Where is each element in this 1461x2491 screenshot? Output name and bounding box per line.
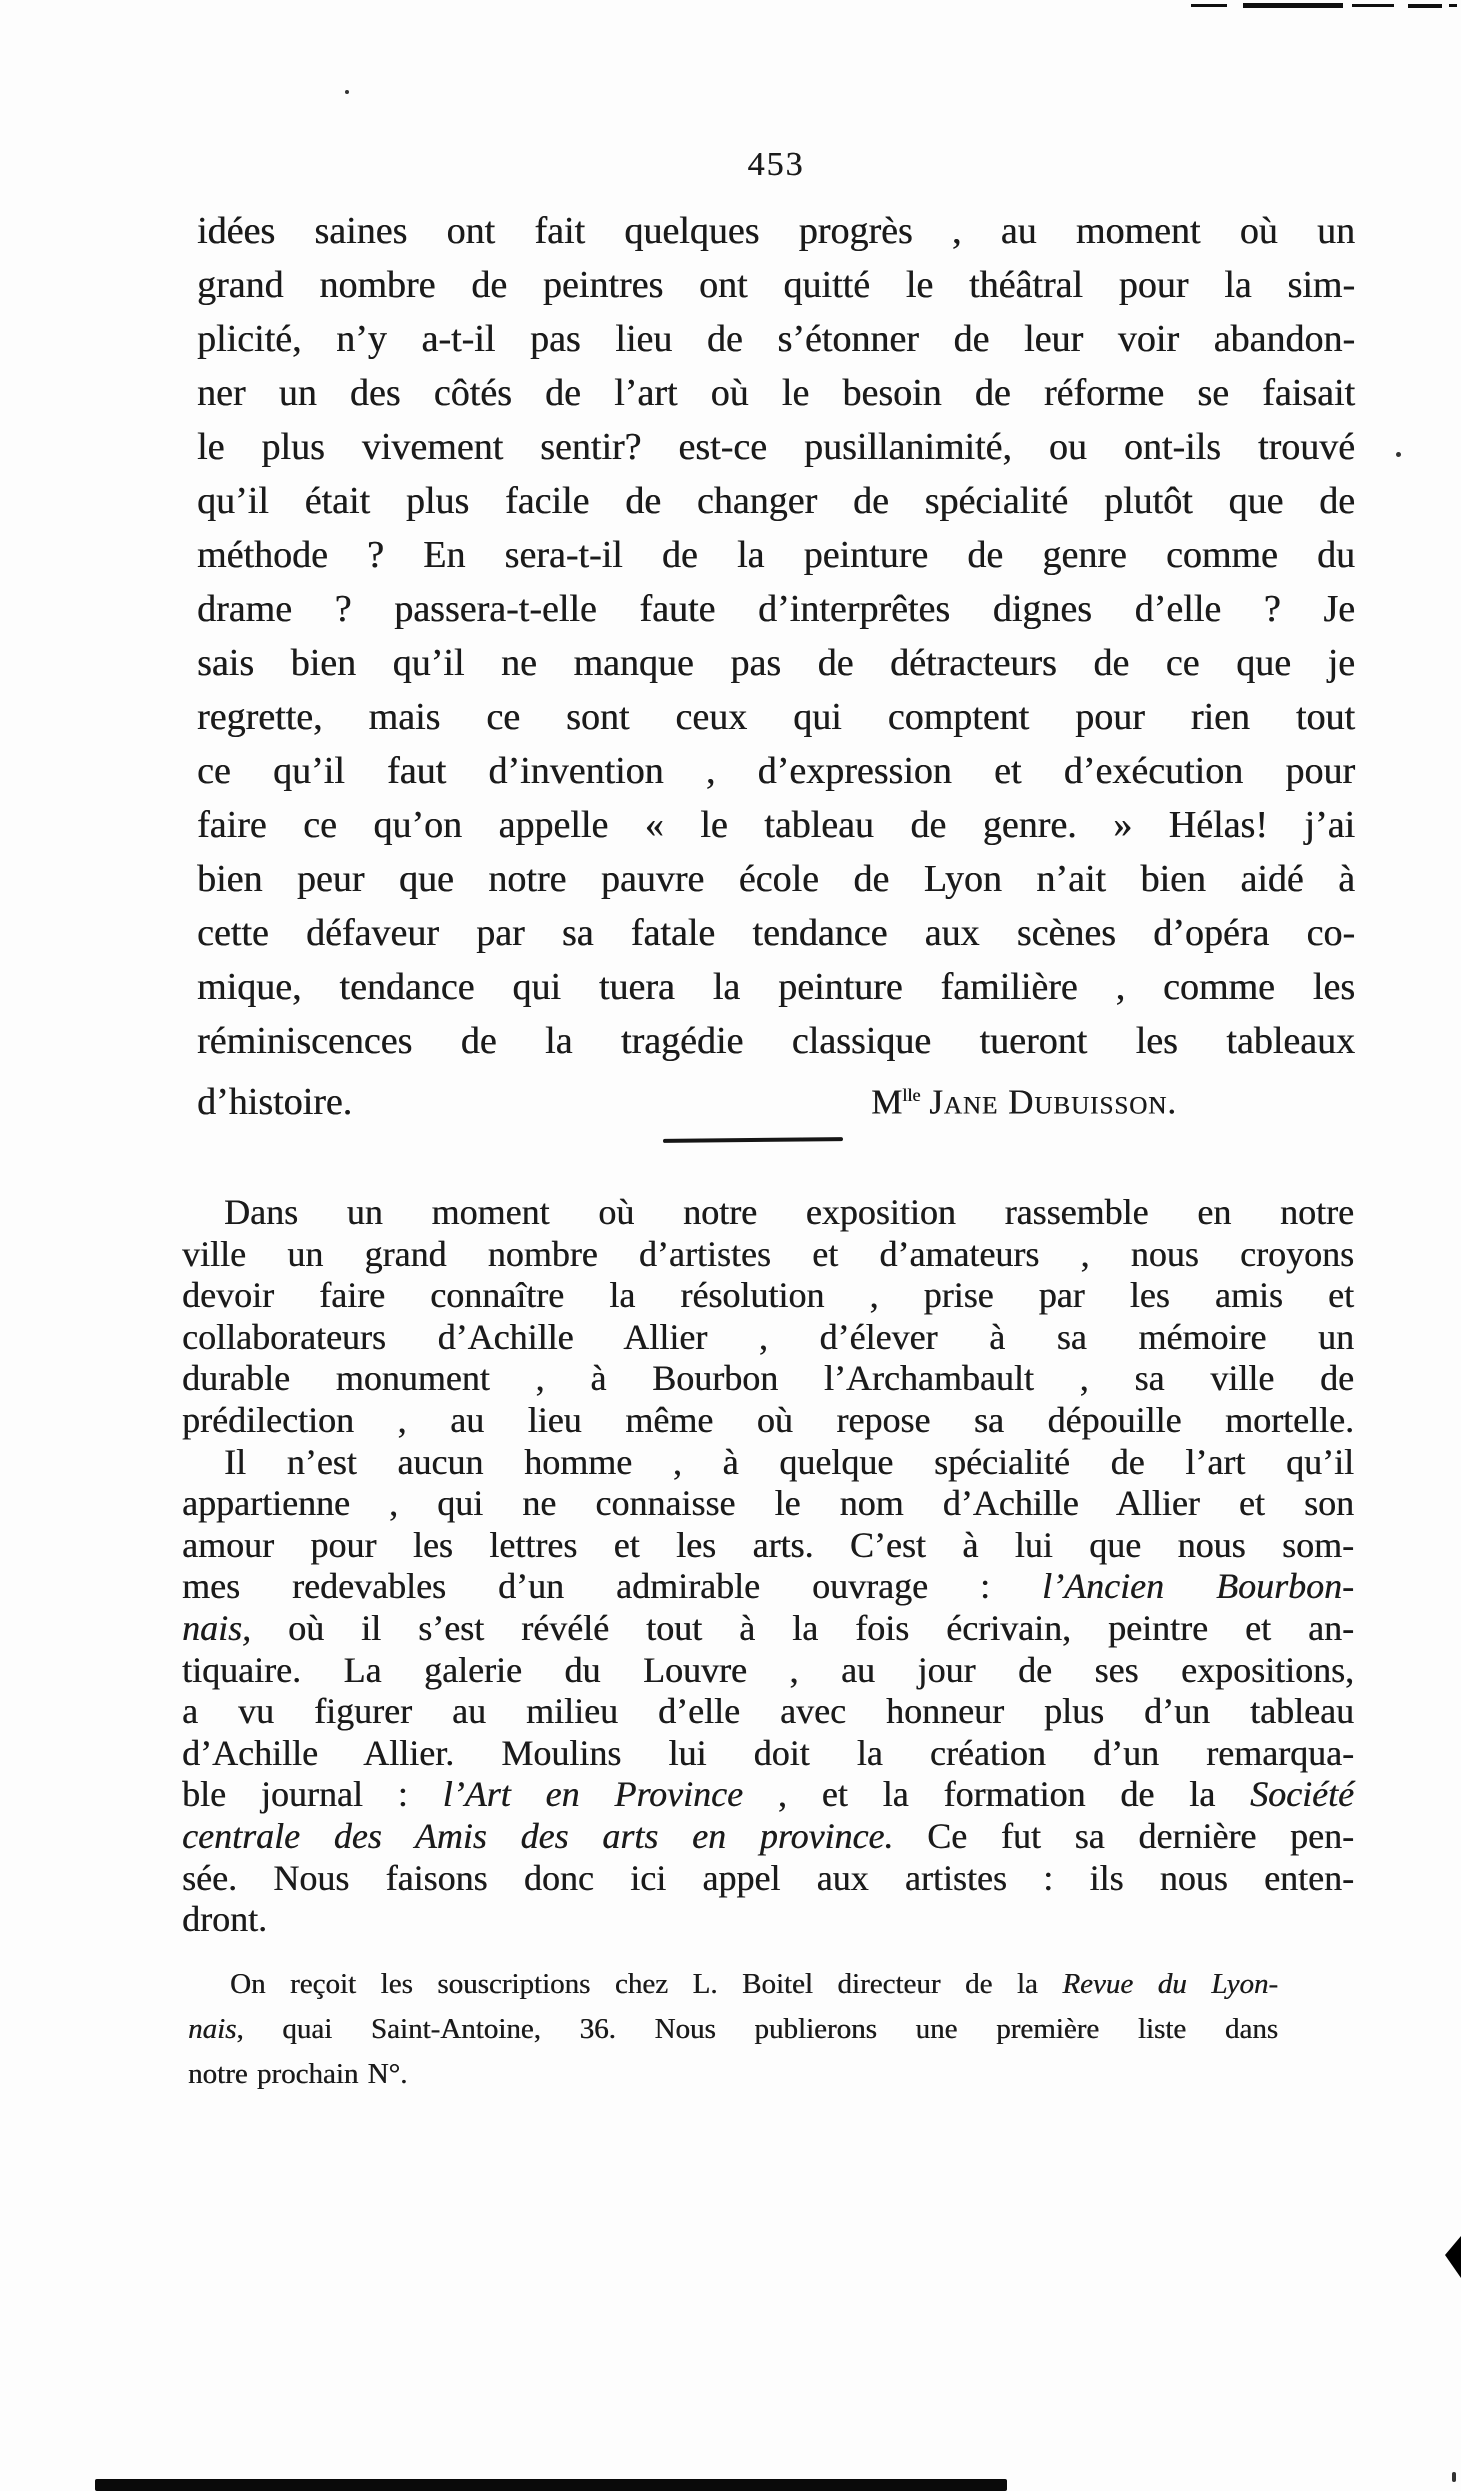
text-line: [182, 1442, 1354, 1484]
italic-text: centrale des Amis des arts en province.: [182, 1815, 894, 1856]
italic-text: Société: [1250, 1774, 1354, 1815]
announcement-paragraphs: [182, 1192, 1354, 1941]
body-text: collaborateurs d’Achille Allier , d’élever à sa mémoire un: [182, 1316, 1354, 1357]
body-text: , quai Saint-Antoine, 36. Nous publierons une première liste dans: [236, 2013, 1278, 2045]
body-text: durable monument , à Bourbon l’Archambault , sa ville de: [182, 1358, 1354, 1399]
body-text: amour pour les lettres et les arts. C’est à lui que nous som-: [182, 1524, 1354, 1565]
text-line: [197, 420, 1355, 474]
body-text: On reçoit les souscriptions chez L. Boitel directeur de la: [230, 1968, 1063, 2000]
body-text: ce qu’il faut d’invention , d’expression et d’exécution pour: [197, 750, 1355, 792]
body-text: réminiscences de la tragédie classique tueront les tableaux: [197, 1020, 1355, 1062]
text-line: [182, 1733, 1354, 1775]
ink-speck: [1396, 452, 1401, 457]
text-line: [182, 1525, 1354, 1567]
italic-text: l’Art en Province: [442, 1774, 743, 1815]
body-text: grand nombre de peintres ont quitté le théâtral pour la sim-: [197, 264, 1355, 306]
text-line: [197, 258, 1355, 312]
body-text: regrette, mais ce sont ceux qui comptent pour rien tout: [197, 696, 1355, 738]
text-line: [197, 744, 1355, 798]
italic-text: l’Ancien Bourbon-: [1042, 1566, 1354, 1607]
text-line: [182, 1858, 1354, 1900]
body-text: Dans un moment où notre exposition rassemble en notre: [224, 1192, 1354, 1232]
body-text: mique, tendance qui tuera la peinture familière , comme les: [197, 966, 1355, 1008]
scan-artifact-dash: [1243, 3, 1343, 8]
body-text: idées saines ont fait quelques progrès , au moment où un: [197, 210, 1355, 252]
body-text: Il n’est aucun homme , à quelque spécialité de l’art qu’il: [224, 1441, 1354, 1482]
text-line: [182, 1899, 1354, 1941]
body-text: cette défaveur par sa fatale tendance aux scènes d’opéra co-: [197, 912, 1355, 954]
italic-text: Revue du Lyon-: [1062, 1968, 1278, 2000]
article-text: [197, 204, 1355, 1068]
body-text: ville un grand nombre d’artistes et d’amateurs , nous croyons: [182, 1233, 1354, 1274]
scan-artifact-edge-mark: [1445, 2236, 1461, 2278]
body-text: sée. Nous faisons donc ici appel aux artistes : ils nous enten-: [182, 1857, 1354, 1898]
body-text: ble journal :: [182, 1774, 443, 1815]
body-text: appartienne , qui ne connaisse le nom d’Achille Allier et son: [182, 1483, 1354, 1524]
text-line: [197, 204, 1355, 258]
body-text: le plus vivement sentir? est-ce pusillanimité, ou ont-ils trouvé: [197, 426, 1355, 468]
text-line: [182, 1691, 1354, 1733]
article-last-words: d’histoire.: [197, 1080, 353, 1123]
italic-text: nais: [188, 2013, 237, 2045]
text-line: [197, 906, 1355, 960]
text-line: [182, 1566, 1354, 1608]
text-line: [197, 960, 1355, 1014]
scan-artifact-dash: [1408, 4, 1442, 8]
body-text: devoir faire connaître la résolution , prise par les amis et: [182, 1275, 1354, 1316]
text-line: [188, 2007, 1278, 2052]
text-line: [188, 2052, 1278, 2097]
body-text: qu’il était plus facile de changer de spécialité plutôt que de: [197, 480, 1355, 522]
text-line: [197, 474, 1355, 528]
body-text: tiquaire. La galerie du Louvre , au jour de ses expositions,: [182, 1649, 1354, 1690]
body-text: d’Achille Allier. Moulins lui doit la création d’un remarqua-: [182, 1732, 1354, 1773]
text-line: [182, 1317, 1354, 1359]
text-line: [182, 1192, 1354, 1234]
text-line: [182, 1234, 1354, 1276]
text-line: [188, 1962, 1278, 2007]
ink-speck: [1452, 2472, 1456, 2482]
subscription-footnote: [188, 1962, 1278, 2097]
body-text: ner un des côtés de l’art où le besoin de réforme se faisait: [197, 372, 1355, 414]
text-line: [197, 1014, 1355, 1068]
body-text: prédilection , au lieu même où repose sa dépouille mortelle.: [182, 1399, 1354, 1440]
article-end-paragraph: [197, 204, 1355, 1122]
text-line: [197, 852, 1355, 906]
body-text: bien peur que notre pauvre école de Lyon n’ait bien aidé à: [197, 858, 1355, 900]
section-divider-rule: [663, 1137, 843, 1143]
text-line: [197, 312, 1355, 366]
signature-superscript: lle: [902, 1085, 921, 1105]
text-line: [197, 528, 1355, 582]
text-line: [182, 1608, 1354, 1650]
body-text: , et la formation de la: [742, 1774, 1251, 1815]
text-line: [182, 1774, 1354, 1816]
text-line: [197, 636, 1355, 690]
body-text: méthode ? En sera-t-il de la peinture de genre comme du: [197, 534, 1355, 576]
page-number: 453: [747, 146, 805, 183]
italic-text: nais,: [182, 1607, 252, 1648]
scan-artifact-dash: [1191, 4, 1227, 7]
signature-prefix: M: [871, 1082, 903, 1122]
body-text: notre prochain N°.: [188, 2058, 408, 2090]
body-text: Ce fut sa dernière pen-: [893, 1815, 1354, 1856]
body-text: mes redevables d’un admirable ouvrage :: [182, 1566, 1043, 1607]
text-line: [182, 1275, 1354, 1317]
signature-name: Jane Dubuisson.: [929, 1082, 1177, 1122]
text-line: [197, 582, 1355, 636]
scan-artifact-bottom-bar: [95, 2479, 1007, 2491]
body-text: drame ? passera-t-elle faute d’interprêtes dignes d’elle ? Je: [197, 588, 1355, 630]
text-line: [182, 1358, 1354, 1400]
body-text: dront.: [182, 1899, 267, 1940]
text-line: [197, 690, 1355, 744]
scan-artifact-dash: [1352, 4, 1394, 7]
text-line: [197, 798, 1355, 852]
scan-artifact-dash: [1449, 4, 1457, 7]
body-text: où il s’est révélé tout à la fois écrivain, peintre et an-: [251, 1607, 1354, 1648]
ink-speck: [345, 90, 349, 94]
body-text: a vu figurer au milieu d’elle avec honneur plus d’un tableau: [182, 1691, 1354, 1732]
body-text: sais bien qu’il ne manque pas de détracteurs de ce que je: [197, 642, 1355, 684]
text-line: [197, 366, 1355, 420]
text-line: [182, 1816, 1354, 1858]
signature-row: [197, 1068, 1355, 1122]
text-line: [182, 1483, 1354, 1525]
author-signature: [871, 1068, 1177, 1130]
text-line: [182, 1400, 1354, 1442]
body-text: faire ce qu’on appelle « le tableau de genre. » Hélas! j’ai: [197, 804, 1355, 846]
text-line: [182, 1650, 1354, 1692]
body-text: plicité, n’y a-t-il pas lieu de s’étonner de leur voir abandon-: [197, 318, 1355, 360]
